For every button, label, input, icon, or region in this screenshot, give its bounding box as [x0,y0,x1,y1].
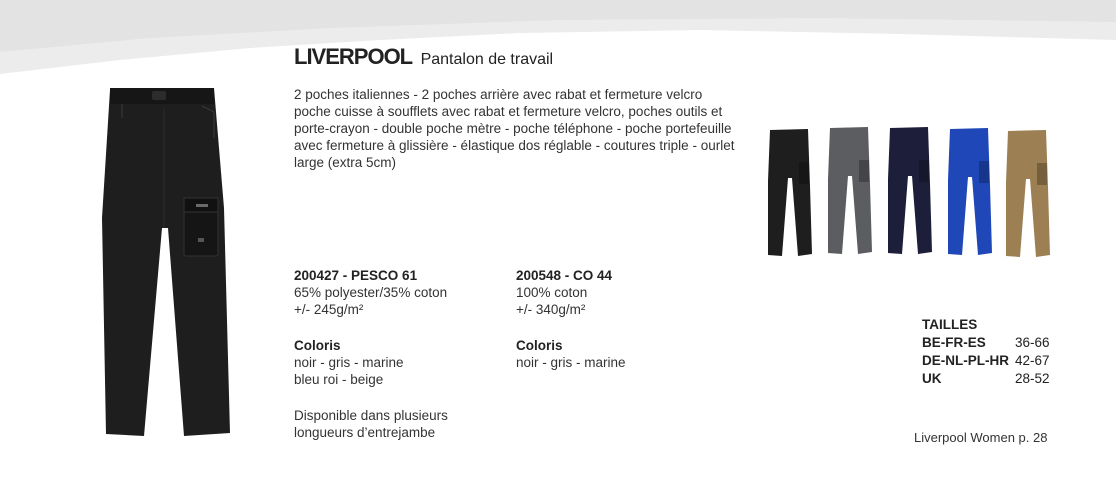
variant-composition: 100% coton [516,285,588,300]
description-line: avec fermeture à glissière - élastique dos réglable - coutures triple - ourlet [294,138,735,153]
description-line: poche cuisse à soufflets avec rabat et fermeture velcro, poches outils et [294,104,723,119]
variant-spec-pesco [294,267,447,388]
variant-noir [768,129,812,256]
variant-bleu-roi [948,128,992,255]
size-range: 36-66 [1015,335,1050,350]
sizes-heading: TAILLES [922,317,978,332]
coloris-line: noir - gris - marine [516,355,626,370]
product-name: LIVERPOOL [294,44,413,69]
coloris-heading: Coloris [294,338,341,353]
sizes-grid [922,334,1050,388]
variant-gris [828,127,872,254]
variant-spec-co [516,267,626,371]
size-row [922,370,1050,388]
variant-code: 200427 - PESCO 61 [294,268,418,283]
size-region: BE-FR-ES [922,335,986,350]
coloris-heading: Coloris [516,338,563,353]
variant-beige [1006,130,1050,257]
cross-reference: Liverpool Women p. 28 [914,430,1048,445]
variant-weight: +/- 245g/m² [294,302,364,317]
variant-marine [888,127,932,254]
variant-code: 200548 - CO 44 [516,268,613,283]
variant-composition: 65% polyester/35% coton [294,285,448,300]
product-title [294,44,553,70]
description-line: large (extra 5cm) [294,155,397,170]
availability-line: Disponible dans plusieurs [294,408,448,423]
coloris-line: noir - gris - marine [294,355,404,370]
size-row [922,352,1050,370]
size-row [922,334,1050,352]
product-subtitle: Pantalon de travail [420,51,554,68]
variant-weight: +/- 340g/m² [516,302,586,317]
description-line: porte-crayon - double poche mètre - poche téléphone - poche portefeuille [294,121,732,136]
size-region: UK [922,371,942,386]
size-range: 28-52 [1015,371,1050,386]
size-range: 42-67 [1015,353,1050,368]
color-variants-image [766,122,1056,260]
coloris-line: bleu roi - beige [294,372,384,387]
availability-line: longueurs d’entrejambe [294,425,436,440]
main-product-image [92,78,242,440]
size-region: DE-NL-PL-HR [922,353,1009,368]
sizes-table [922,316,1050,388]
availability-note [294,407,448,441]
description-line: 2 poches italiennes - 2 poches arrière avec rabat et fermeture velcro [294,87,703,102]
product-description [294,86,739,171]
